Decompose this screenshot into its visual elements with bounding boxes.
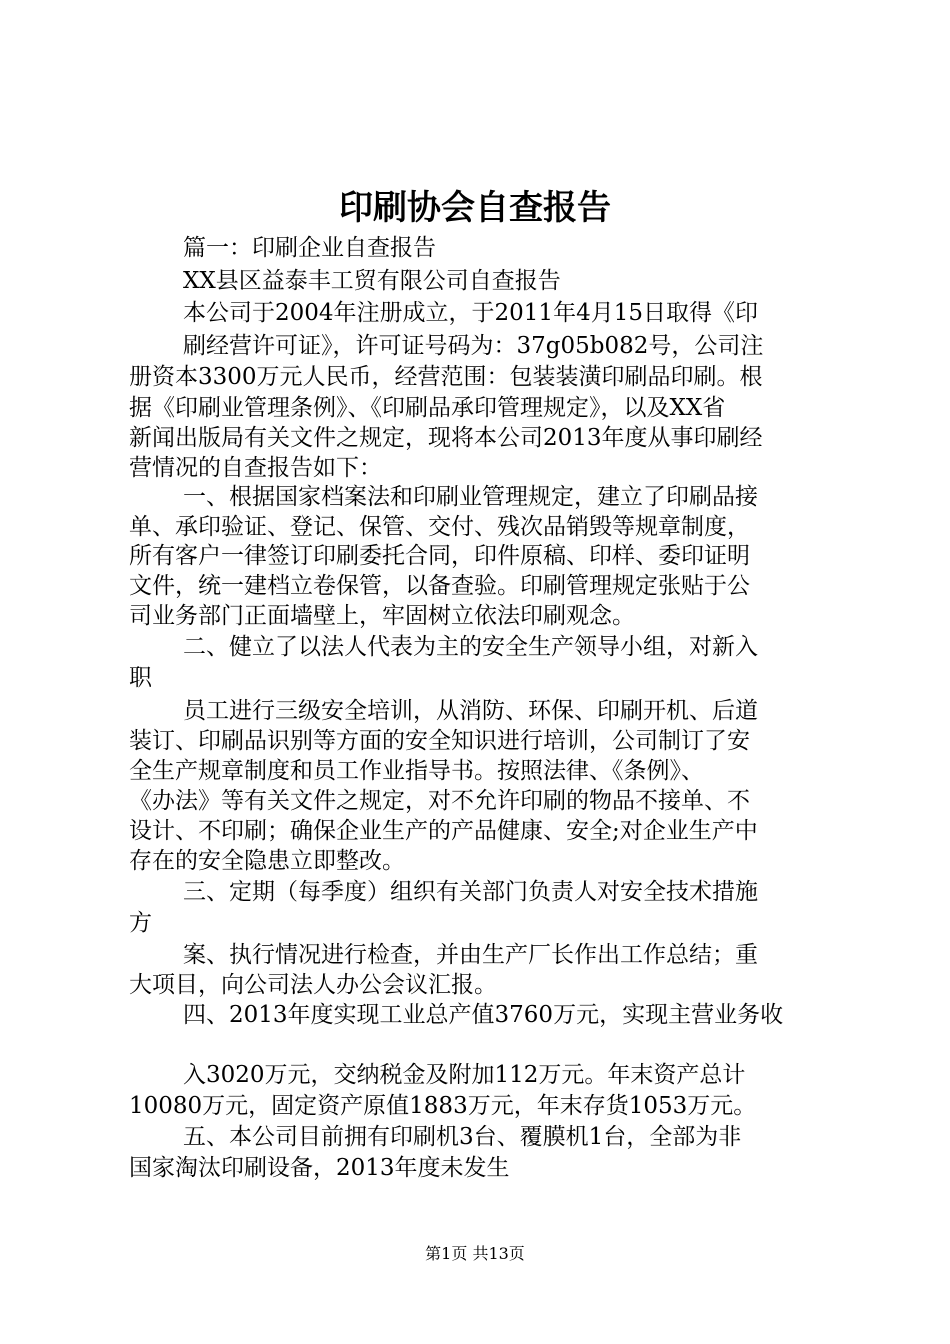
text-line: 一、根据国家档案法和印刷业管理规定，建立了印刷品接 <box>183 484 758 510</box>
text-line: 10080万元，固定资产原值1883万元，年末存货1053万元。 <box>129 1093 757 1119</box>
text-line: 国家淘汰印刷设备，2013年度未发生 <box>129 1155 510 1181</box>
text-line: 据《印刷业管理条例》、《印刷品承印管理规定》，以及XX省 <box>129 395 726 421</box>
text-line: 单、承印验证、登记、保管、交付、残次品销毁等规章制度， <box>129 514 750 540</box>
text-line: 设计、不印刷；确保企业生产的产品健康、安全;对企业生产中 <box>129 818 758 844</box>
text-line: 刷经营许可证》，许可证号码为：37g05b082号，公司注 <box>183 333 764 359</box>
text-line: 本公司于2004年注册成立，于2011年4月15日取得《印 <box>183 300 758 326</box>
text-line: 存在的安全隐患立即整改。 <box>129 848 405 874</box>
page-number-footer: 第1页 共13页 <box>425 1244 525 1263</box>
text-line: 案、执行情况进行检查，并由生产厂长作出工作总结；重 <box>183 942 758 968</box>
text-line: 《办法》等有关文件之规定，对不允许印刷的物品不接单、不 <box>129 788 750 814</box>
text-line: 二、健立了以法人代表为主的安全生产领导小组，对新入 <box>183 634 758 660</box>
text-line: 入3020万元，交纳税金及附加112万元。年末资产总计 <box>183 1062 746 1088</box>
text-line: 大项目，向公司法人办公会议汇报。 <box>129 972 497 998</box>
text-line: 文件，统一建档立卷保管，以备查验。印刷管理规定张贴于公 <box>129 573 750 599</box>
text-line: 新闻出版局有关文件之规定，现将本公司2013年度从事印刷经 <box>129 425 763 451</box>
text-line: 所有客户一律签订印刷委托合同，印件原稿、印样、委印证明 <box>129 543 750 569</box>
text-line: 装订、印刷品识别等方面的安全知识进行培训，公司制订了安 <box>129 728 750 754</box>
text-line: XX县区益泰丰工贸有限公司自查报告 <box>183 268 561 294</box>
text-line: 篇一：印刷企业自查报告 <box>183 235 436 261</box>
text-line: 三、定期（每季度）组织有关部门负责人对安全技术措施 <box>183 879 758 905</box>
text-line: 职 <box>129 665 152 691</box>
text-line: 员工进行三级安全培训，从消防、环保、印刷开机、后道 <box>183 698 758 724</box>
text-line: 四、2013年度实现工业总产值3760万元，实现主营业务收 <box>183 1002 784 1028</box>
text-line: 五、本公司目前拥有印刷机3台、覆膜机1台，全部为非 <box>183 1124 742 1150</box>
text-line: 营情况的自查报告如下： <box>129 455 382 481</box>
text-line: 司业务部门正面墙壁上，牢固树立依法印刷观念。 <box>129 603 635 629</box>
document-title: 印刷协会自查报告 <box>339 188 611 228</box>
text-line: 全生产规章制度和员工作业指导书。按照法律、《条例》、 <box>129 758 704 784</box>
text-line: 册资本3300万元人民币，经营范围：包装装潢印刷品印刷。根 <box>129 364 763 390</box>
text-line: 方 <box>129 910 152 936</box>
